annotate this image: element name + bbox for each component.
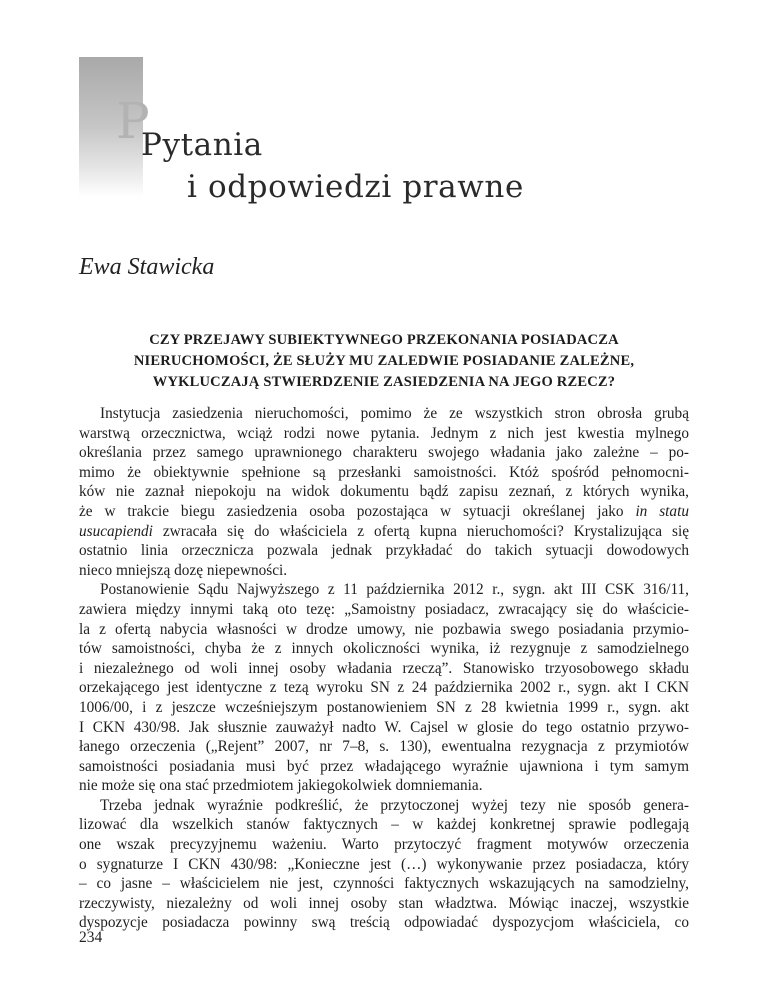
question-heading [79,330,689,393]
body-line: nie może się ona stać przedmiotem jakiegokolwiek domniemania. [79,777,483,795]
body-line: o sygnaturze I CKN 430/98: „Konieczne jest (…) wykonywanie przez posiadacza, który [79,855,689,873]
section-title-line-1: Pytania [141,127,263,163]
question-line: WYKLUCZAJĄ STWIERDZENIE ZASIEDZENIA NA JEGO RZECZ? [152,374,616,390]
body-line: one wszak precyzyjnemu ważeniu. Warto przytoczyć fragment motywów orzeczenia [79,836,689,854]
body-line: tów samoistności, chyba że z innych okoliczności wynika, iż rezygnuje z samodzielnego [79,640,689,658]
latin-term: usucapiendi [79,522,153,540]
article-body [79,404,689,933]
body-line-text: zwracała się do właściciela z ofertą kupna nieruchomości? Krystalizująca się [152,522,689,540]
body-line [79,502,689,522]
body-line: Postanowienie Sądu Najwyższego z 11 października 2012 r., sygn. akt III CSK 316/11, [100,581,689,599]
body-line: la z ofertą nabycia własności w drodze umowy, nie pozbawia swego posiadania przymio- [79,620,689,638]
body-line: samoistności posiadania musi być przez władającego wyraźnie ujawniona i tym samym [79,757,689,775]
body-line: warstwą orzecznictwa, wciąż rodzi nowe pytania. Jednym z nich jest kwestia mylnego [79,424,689,442]
title-drop-letter: P [116,92,150,150]
author-name: Ewa Stawicka [79,254,215,280]
page-number: 234 [79,929,103,946]
body-line: rzeczywisty, niezależny od woli innej osoby stan władztwa. Mówiąc inaczej, wszystkie [79,894,689,912]
body-line: dyspozycje posiadacza powinny swą treścią odpowiadać dyspozycjom właściciela, co [79,914,689,932]
body-line: Instytucja zasiedzenia nieruchomości, pomimo że ze wszystkich stron obrosła grubą [100,405,689,422]
body-line: lizować dla wszelkich stanów faktycznych – w każdej konkretnej sprawie podlegają [79,816,689,834]
body-line [79,522,689,542]
body-line: Trzeba jednak wyraźnie podkreślić, że przytoczonej wyżej tezy nie sposób genera- [100,796,689,814]
body-line: I CKN 430/98. Jak słusznie zauważył nadto W. Cajsel w glosie do tego ostatnio przywo- [79,718,689,736]
question-line: CZY PRZEJAWY SUBIEKTYWNEGO PRZEKONANIA POSIADACZA [149,332,619,348]
body-line: i niezależnego od woli innej osoby władania rzeczą”. Stanowisko trzyosobowego składu [79,659,689,677]
body-line: ostatnio linia orzecznicza pozwala jednak przykładać do takich sytuacji dowodowych [79,542,689,560]
body-line-text: że w trakcie biegu zasiedzenia osoba pozostająca w sytuacji określanej jako [79,502,636,520]
body-line: zawiera między innymi taką oto tezę: „Samoistny posiadacz, zwracający się do właścicie- [79,600,689,618]
body-line: orzekającego jest identyczne z tezą wyroku SN z 24 października 2002 r., sygn. akt I CKN [79,679,689,697]
body-line: mimo że obiektywnie spełnione są przesłanki samoistności. Któż spośród pełnomocni- [79,463,689,481]
section-title-line-2: i odpowiedzi prawne [187,169,524,205]
body-line: 1006/00, i z jeszcze wcześniejszym postanowieniem SN z 28 kwietnia 1999 r., sygn. akt [79,698,689,716]
question-line: NIERUCHOMOŚCI, ŻE SŁUŻY MU ZALEDWIE POSIADANIE ZALEŻNE, [133,353,635,369]
latin-term: in statu [635,502,689,520]
body-line: ków nie zaznał niepokoju na widok dokumentu bądź zapisu zeznań, z których wynika, [79,483,689,501]
body-line: określania przez samego uprawnionego charakteru swojego władania jako zależne – po- [79,444,689,462]
body-line: łanego orzeczenia („Rejent” 2007, nr 7–8, s. 130), ewentualna rezygnacja z przymiotów [79,738,689,756]
body-line: – co jasne – właścicielem nie jest, czynności faktycznych wskazujących na samodzielny, [79,875,689,893]
body-line: nieco mniejszą dozę niepewności. [79,561,288,579]
